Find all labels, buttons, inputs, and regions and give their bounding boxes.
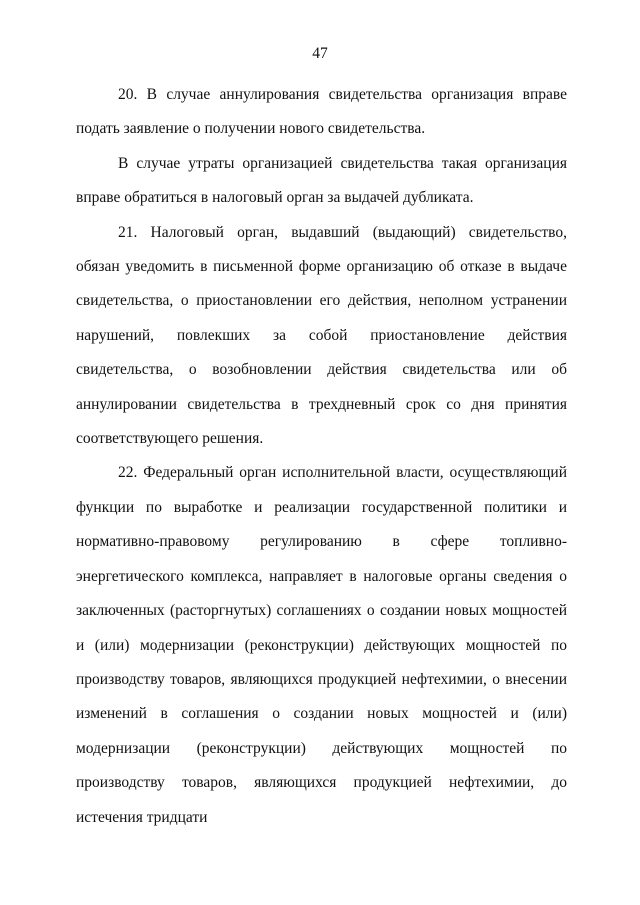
- page-number: 47: [312, 45, 328, 62]
- paragraph-20: 20. В случае аннулирования свидетельства организация вправе подать заявление о получении нового свидетельства.: [76, 86, 567, 138]
- document-body: [76, 78, 567, 835]
- paragraph-21: 21. Налоговый орган, выдавший (выдающий) свидетельство, обязан уведомить в письменной форме организацию об отказе в выдаче свидетельства, о приостановлении его действия, неполном устранении нарушений, повлекших за собой приостановление действия свидетельства, о возобновлении действия свидетельства или об аннулировании свидетельства в трехдневный срок со дня принятия соответствующего решения.: [76, 223, 567, 448]
- paragraph-20-loss: В случае утраты организацией свидетельства такая организация вправе обратиться в налоговый орган за выдачей дубликата.: [76, 154, 567, 207]
- paragraph-22: 22. Федеральный орган исполнительной власти, осуществляющий функции по выработке и реализации государственной политики и нормативно-правовому регулированию в сфере топливно-энергетического комплекса, направляет в налоговые органы сведения о заключенных (расторгнутых) соглашениях о создании новых мощностей и (или) модернизации (реконструкции) действующих мощностей по производству товаров, являющихся продукцией нефтехимии, о внесении изменений в соглашения о создании новых мощностей и (или) модернизации (реконструкции) действующих мощностей по производству товаров, являющихся продукцией нефтехимии, до истечения тридцати: [76, 464, 567, 826]
